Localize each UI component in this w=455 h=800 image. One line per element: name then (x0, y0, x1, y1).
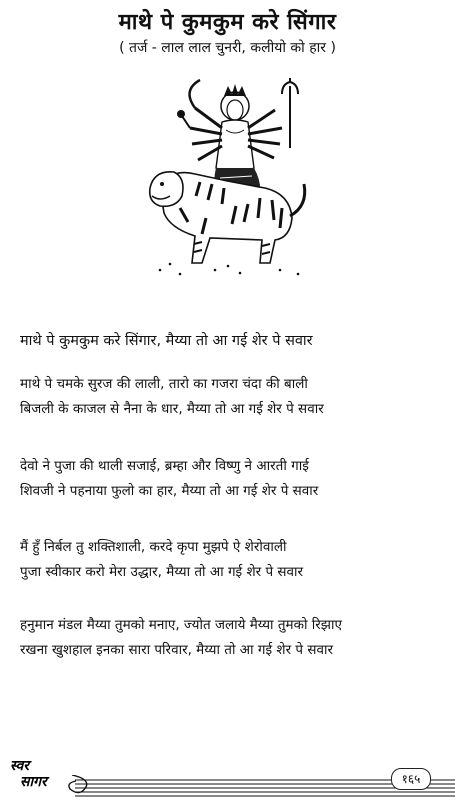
stanza-line: शिवजी ने पहनाया फुलो का हार, मैय्या तो आ गई शेर पे सवार (20, 483, 319, 499)
song-title: माथे पे कुमकुम करे सिंगार (118, 10, 337, 35)
song-tune: ( तर्ज - लाल लाल चुनरी, कलीयो को हार ) (119, 40, 336, 56)
stanza-line: हनुमान मंडल मैय्या तुमको मनाए, ज्योत जलाये मैय्या तुमको रिझाए (20, 617, 342, 633)
stanza (20, 535, 445, 585)
footer-staff-lines (0, 775, 455, 797)
stanza (20, 613, 445, 663)
stanza-line: पुजा स्वीकार करो मेरा उद्धार, मैय्या तो आ गई शेर पे सवार (20, 564, 304, 580)
stanza-line: माथे पे चमके सुरज की लाली, तारो का गजरा चंदा की बाली (20, 376, 308, 392)
stanza-line: देवो ने पुजा की थाली सजाई, ब्रम्हा और विष्णु ने आरती गाई (20, 458, 309, 474)
brand-line-1: स्वर (10, 758, 29, 774)
stanza (20, 454, 445, 504)
goddess-on-tiger-icon (140, 78, 310, 278)
page-number: १६५ (391, 768, 431, 790)
brand-line-2: सागर (20, 774, 47, 790)
stanza (20, 372, 445, 422)
brand-logo (10, 758, 66, 790)
stanza-line: मैं हुँ निर्बल तु शक्तिशाली, करदे कृपा मुझपे ऐ शेरोवाली (20, 539, 287, 555)
stanza-line: बिजली के काजल से नैना के धार, मैय्या तो आ गई शेर पे सवार (20, 401, 324, 417)
song-refrain: माथे पे कुमकुम करे सिंगार, मैय्या तो आ गई शेर पे सवार (20, 333, 313, 349)
stanza-line: रखना खुशहाल इनका सारा परिवार, मैय्या तो आ गई शेर पे सवार (20, 642, 333, 658)
